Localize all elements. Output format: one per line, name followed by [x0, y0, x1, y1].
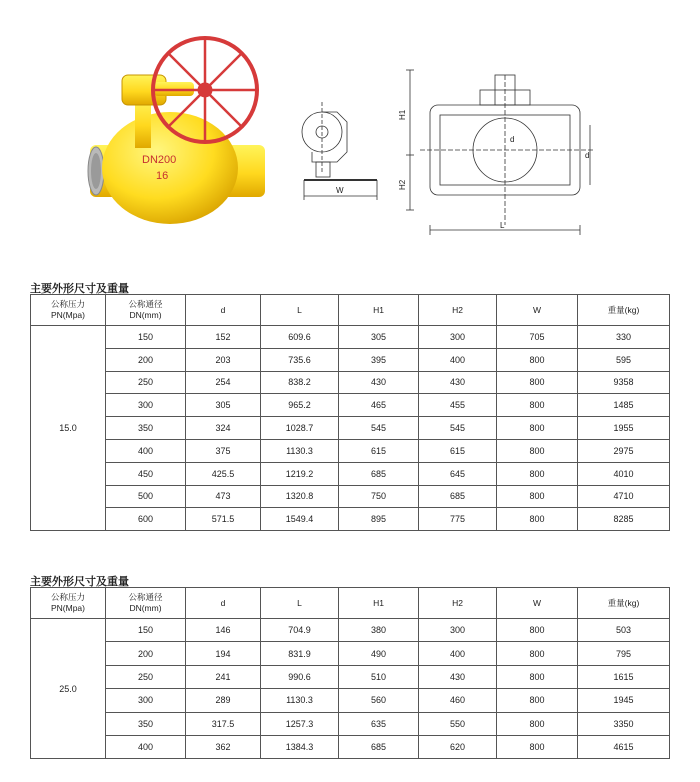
table-cell: 380	[339, 619, 419, 642]
table-cell: 965.2	[261, 394, 339, 417]
table-row	[31, 417, 670, 440]
table-row	[31, 689, 670, 712]
header-dn: 公称通径 DN(mm)	[106, 295, 186, 326]
table-cell: 400	[106, 439, 186, 462]
table-cell: 490	[339, 642, 419, 665]
table-cell: 704.9	[261, 619, 339, 642]
table-cell: 425.5	[186, 462, 261, 485]
table-cell: 473	[186, 485, 261, 508]
table-cell: 800	[497, 689, 578, 712]
table-cell: 800	[497, 394, 578, 417]
table-cell: 300	[419, 326, 497, 349]
table-cell: 1028.7	[261, 417, 339, 440]
table-cell: 4010	[578, 462, 670, 485]
table-cell: 545	[419, 417, 497, 440]
header-pn: 公称压力 PN(Mpa)	[31, 295, 106, 326]
table-cell: 1320.8	[261, 485, 339, 508]
table-cell: 250	[106, 371, 186, 394]
table-cell: 430	[339, 371, 419, 394]
table-cell: 330	[578, 326, 670, 349]
table-cell: 1615	[578, 665, 670, 688]
header-w: W	[497, 295, 578, 326]
table-cell: 150	[106, 619, 186, 642]
table-row	[31, 665, 670, 688]
table-cell: 460	[419, 689, 497, 712]
table-row	[31, 371, 670, 394]
valve-body-text-2: 16	[156, 170, 169, 182]
header-dn: 公称通径 DN(mm)	[106, 588, 186, 619]
table-cell: 560	[339, 689, 419, 712]
table-cell: 1257.3	[261, 712, 339, 735]
valve-body-text-1: DN200	[142, 154, 177, 166]
side-view-drawing	[292, 92, 382, 212]
front-dim-h2: H2	[398, 179, 407, 190]
table-cell: 1130.3	[261, 439, 339, 462]
front-section-drawing	[400, 60, 600, 240]
valve-photo	[80, 20, 300, 225]
table-cell: 800	[497, 619, 578, 642]
table-cell: 400	[419, 348, 497, 371]
table-cell: 317.5	[186, 712, 261, 735]
table-cell: 615	[419, 439, 497, 462]
header-l: L	[261, 295, 339, 326]
header-l: L	[261, 588, 339, 619]
table-cell: 1485	[578, 394, 670, 417]
table-row	[31, 485, 670, 508]
table-cell: 1955	[578, 417, 670, 440]
spec-table-pn25	[30, 587, 670, 759]
table-cell: 8285	[578, 508, 670, 531]
table-cell: 203	[186, 348, 261, 371]
table-cell: 635	[339, 712, 419, 735]
spec-table-pn15	[30, 294, 670, 531]
header-d: d	[186, 295, 261, 326]
table-row	[31, 712, 670, 735]
front-dim-d-small: d	[510, 135, 515, 144]
table-row	[31, 462, 670, 485]
table-cell: 595	[578, 348, 670, 371]
pn-value-cell: 15.0	[31, 326, 106, 531]
table-cell: 895	[339, 508, 419, 531]
table-cell: 254	[186, 371, 261, 394]
table-cell: 194	[186, 642, 261, 665]
table-cell: 831.9	[261, 642, 339, 665]
table-cell: 1384.3	[261, 735, 339, 758]
table-row	[31, 394, 670, 417]
table-cell: 1945	[578, 689, 670, 712]
table-cell: 775	[419, 508, 497, 531]
front-dim-h1: H1	[398, 109, 407, 120]
table-cell: 795	[578, 642, 670, 665]
table-cell: 430	[419, 371, 497, 394]
hand-wheel	[153, 38, 257, 142]
table-cell: 300	[419, 619, 497, 642]
table-cell: 362	[186, 735, 261, 758]
table-cell: 500	[106, 485, 186, 508]
table-cell: 615	[339, 439, 419, 462]
table-cell: 750	[339, 485, 419, 508]
table-row	[31, 439, 670, 462]
header-pn: 公称压力 PN(Mpa)	[31, 588, 106, 619]
table-cell: 350	[106, 712, 186, 735]
table-cell: 400	[419, 642, 497, 665]
table-cell: 685	[419, 485, 497, 508]
header-h1: H1	[339, 295, 419, 326]
table-cell: 838.2	[261, 371, 339, 394]
header-h1: H1	[339, 588, 419, 619]
table-cell: 800	[497, 485, 578, 508]
header-weight: 重量(kg)	[578, 588, 670, 619]
table-cell: 4710	[578, 485, 670, 508]
table-cell: 990.6	[261, 665, 339, 688]
table-cell: 400	[106, 735, 186, 758]
product-images	[0, 0, 700, 270]
table-cell: 800	[497, 348, 578, 371]
front-dim-l: L	[500, 221, 505, 230]
table-cell: 324	[186, 417, 261, 440]
table-cell: 455	[419, 394, 497, 417]
table-cell: 510	[339, 665, 419, 688]
table-cell: 350	[106, 417, 186, 440]
table-cell: 800	[497, 642, 578, 665]
table-cell: 800	[497, 508, 578, 531]
table-row	[31, 619, 670, 642]
table-cell: 1549.4	[261, 508, 339, 531]
table-cell: 9358	[578, 371, 670, 394]
table-header-row	[31, 588, 670, 619]
table-cell: 735.6	[261, 348, 339, 371]
table-cell: 146	[186, 619, 261, 642]
table-row	[31, 326, 670, 349]
table-cell: 609.6	[261, 326, 339, 349]
table-cell: 705	[497, 326, 578, 349]
table-cell: 300	[106, 394, 186, 417]
table-cell: 571.5	[186, 508, 261, 531]
table-cell: 503	[578, 619, 670, 642]
table-cell: 1219.2	[261, 462, 339, 485]
table-cell: 800	[497, 735, 578, 758]
table-row	[31, 508, 670, 531]
table-cell: 685	[339, 735, 419, 758]
table-cell: 800	[497, 417, 578, 440]
table-cell: 152	[186, 326, 261, 349]
header-h2: H2	[419, 588, 497, 619]
table-cell: 200	[106, 348, 186, 371]
table-cell: 241	[186, 665, 261, 688]
table-cell: 620	[419, 735, 497, 758]
table-cell: 4615	[578, 735, 670, 758]
header-h2: H2	[419, 295, 497, 326]
table-cell: 200	[106, 642, 186, 665]
table-cell: 289	[186, 689, 261, 712]
table-row	[31, 642, 670, 665]
table-cell: 800	[497, 462, 578, 485]
header-w: W	[497, 588, 578, 619]
table-cell: 685	[339, 462, 419, 485]
table-cell: 465	[339, 394, 419, 417]
header-d: d	[186, 588, 261, 619]
table-cell: 305	[186, 394, 261, 417]
table-cell: 150	[106, 326, 186, 349]
table-cell: 800	[497, 371, 578, 394]
table-cell: 430	[419, 665, 497, 688]
table-cell: 550	[419, 712, 497, 735]
table-cell: 600	[106, 508, 186, 531]
pn-value-cell: 25.0	[31, 619, 106, 759]
table-row	[31, 735, 670, 758]
table1-title: 主要外形尺寸及重量	[30, 283, 129, 295]
table-cell: 395	[339, 348, 419, 371]
table-cell: 800	[497, 712, 578, 735]
table-cell: 250	[106, 665, 186, 688]
table-cell: 305	[339, 326, 419, 349]
table-cell: 3350	[578, 712, 670, 735]
table-cell: 645	[419, 462, 497, 485]
table-cell: 2975	[578, 439, 670, 462]
table-cell: 1130.3	[261, 689, 339, 712]
table-cell: 375	[186, 439, 261, 462]
table-cell: 800	[497, 439, 578, 462]
table-cell: 450	[106, 462, 186, 485]
table-cell: 800	[497, 665, 578, 688]
front-dim-d: d	[585, 151, 590, 160]
table-header-row	[31, 295, 670, 326]
side-dim-w: W	[336, 186, 344, 195]
header-weight: 重量(kg)	[578, 295, 670, 326]
table2-title: 主要外形尺寸及重量	[30, 576, 129, 588]
table-cell: 300	[106, 689, 186, 712]
table-cell: 545	[339, 417, 419, 440]
table-row	[31, 348, 670, 371]
